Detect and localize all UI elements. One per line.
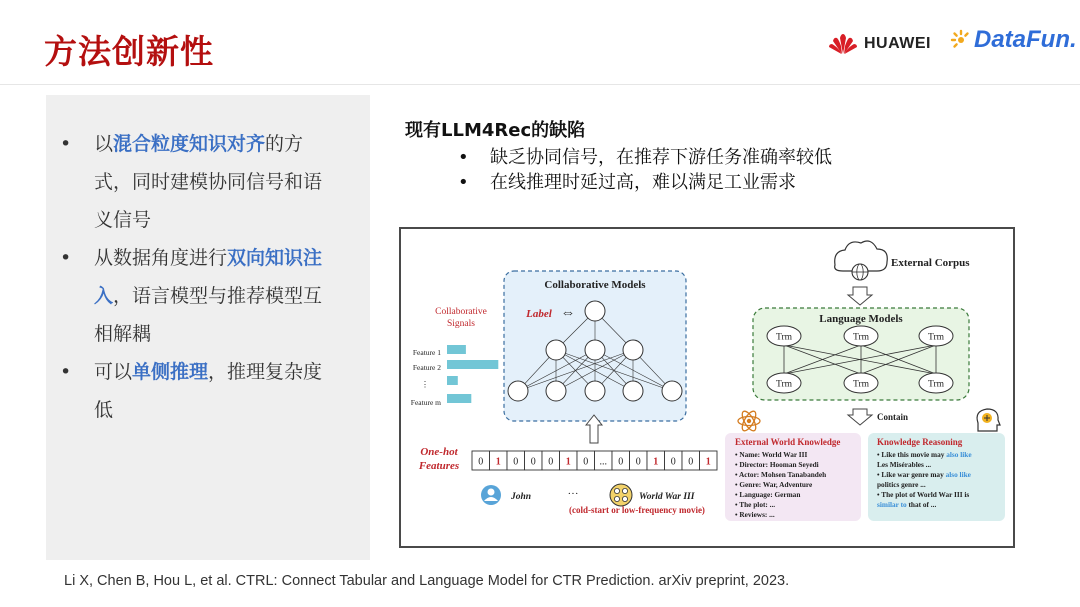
language-models-label: Language Models [819,313,903,325]
cold-start-note: (cold-start or low-frequency movie) [569,505,705,515]
feature-label: Feature 2 [412,363,441,372]
page-title: 方法创新性 [44,32,214,71]
external-knowledge-item: • Genre: War, Adventure [735,480,813,489]
onehot-cell-value: 0 [478,456,484,468]
feature-bars [447,345,498,403]
film-reel-hole [614,496,619,501]
huawei-flower-icon [828,32,858,56]
knowledge-reasoning-item [877,470,972,479]
external-knowledge-item: • Actor: Mohsen Tanabandeh [735,470,827,479]
key-points-panel [46,95,370,560]
datafun-sun-icon [950,29,972,51]
external-knowledge-item: • The plot: ... [735,500,776,509]
reasoning-text: Les Misérables ... [877,460,932,469]
feature-label: Feature 1 [412,348,441,357]
ellipsis-text: ··· [567,488,579,500]
network-node [623,340,643,360]
feature-bar [447,376,458,385]
network-node [662,381,682,401]
network-node [546,340,566,360]
onehot-cell-value: ... [599,456,607,468]
external-knowledge-title: External World Knowledge [735,437,841,447]
key-point-text: 从数据角度进行 [94,247,228,269]
key-point-3 [94,353,334,429]
huawei-wordmark: HUAWEI [864,35,931,52]
transformer-node-label: Trm [927,332,945,343]
feature-bar [447,360,498,369]
collab-signals-label: Signals [447,319,475,329]
reasoning-highlight: also like [945,470,971,479]
knowledge-reasoning-item [877,500,936,509]
bullet-dot: • [60,361,72,383]
bidirectional-arrow-icon: ⇔ [560,305,576,321]
label-text: Label [526,308,552,320]
onehot-cell-value: 0 [513,456,519,468]
onehot-cell-value: 1 [565,456,571,468]
knowledge-reasoning-title: Knowledge Reasoning [877,437,963,447]
transformer-node-label: Trm [927,379,945,390]
huawei-logo [828,32,931,56]
transformer-node-label: Trm [852,379,870,390]
external-knowledge-item: • Name: World War III [735,450,808,459]
onehot-cell-value: 0 [688,456,694,468]
reasoning-text: that of ... [906,500,937,509]
transformer-node-label: Trm [852,332,870,343]
reasoning-highlight: similar to [877,500,907,509]
reasoning-text: politics genre ... [877,480,926,489]
down-arrow-icon [848,409,872,425]
feature-bar [447,345,466,354]
onehot-label: One-hot [420,446,458,458]
onehot-cell-value: 0 [618,456,624,468]
reasoning-text: • Like war genre may [877,470,946,479]
network-node [585,340,605,360]
onehot-cell-value: 0 [635,456,641,468]
film-reel-hole [622,496,627,501]
film-reel-hole [622,488,627,493]
reasoning-text: • The plot of World War III is [877,490,970,499]
external-knowledge-item: • Language: German [735,490,801,499]
network-node [585,301,605,321]
key-point-1 [94,125,334,239]
bullet-dot: • [60,247,72,269]
bullet-dot: • [458,172,469,193]
knowledge-reasoning-item [877,450,972,459]
transformer-node-label: Trm [775,332,793,343]
defects-heading: 现有LLM4Rec的缺陷 [405,120,586,141]
defect-text: 在线推理时延过高，难以满足工业需求 [490,172,796,193]
defect-text: 缺乏协同信号，在推荐下游任务准确率较低 [490,147,832,168]
datafun-wordmark: DataFun. [974,26,1077,53]
key-point-text: 的方式，同时建模协同信号和语义信号 [94,133,323,231]
key-point-text: ，语言模型与推荐模型互相解耦 [94,285,323,345]
film-reel-icon [610,484,632,506]
bullet-dot: • [60,133,72,155]
network-node [623,381,643,401]
reasoning-highlight: also like [946,450,972,459]
onehot-vector [472,451,717,470]
key-point-2 [94,239,334,353]
feature-label: Feature m [410,398,441,407]
external-knowledge-item: • Director: Hooman Seyedi [735,460,819,469]
bullet-dot: • [458,147,469,168]
external-knowledge-item: • Reviews: ... [735,510,775,519]
user-name: John [511,492,532,502]
knowledge-reasoning-item [877,460,931,469]
contain-label: Contain [877,412,909,422]
knowledge-reasoning-item [877,490,969,499]
onehot-cell-value: 0 [530,456,536,468]
onehot-label: Features [418,460,460,472]
key-point-text: 可以 [94,361,133,383]
movie-name: World War III [639,492,695,502]
external-corpus-label: External Corpus [891,257,970,269]
key-point-text: ，推理复杂度低 [94,361,323,421]
onehot-cell-value: 1 [705,456,711,468]
brain-head-icon [977,409,1000,431]
ctrl-architecture-figure [399,227,1015,548]
network-node [508,381,528,401]
reasoning-text: • Like this movie may [877,450,947,459]
key-point-text: 以 [94,133,114,155]
knowledge-reasoning-item [877,480,926,489]
feature-bar [447,394,471,403]
collaborative-models-label: Collaborative Models [544,279,646,291]
user-avatar-head [488,489,495,496]
defect-item-1 [458,143,832,169]
citation-text: Li X, Chen B, Hou L, et al. CTRL: Connect Tabular and Language Model for CTR Prediction. arXiv preprint, 2023. [64,573,790,589]
onehot-cell-value: 0 [670,456,676,468]
defect-item-2 [458,168,796,194]
key-point-highlight: 双向知识注入 [94,247,323,307]
title-divider [0,84,1080,85]
onehot-cell-value: 1 [495,456,501,468]
film-reel-hole [614,488,619,493]
onehot-cell-value: 1 [653,456,659,468]
key-point-highlight: 单侧推理 [132,361,209,383]
transformer-node-label: Trm [775,379,793,390]
network-node [585,381,605,401]
network-node [546,381,566,401]
atom-icon [738,409,760,433]
onehot-cell-value: 0 [583,456,589,468]
collab-signals-label: Collaborative [435,307,487,317]
key-point-highlight: 混合粒度知识对齐 [113,133,266,155]
datafun-logo [950,26,1077,54]
onehot-cell-value: 0 [548,456,554,468]
down-arrow-icon [848,287,872,305]
feature-label: ⋮ [421,380,429,389]
